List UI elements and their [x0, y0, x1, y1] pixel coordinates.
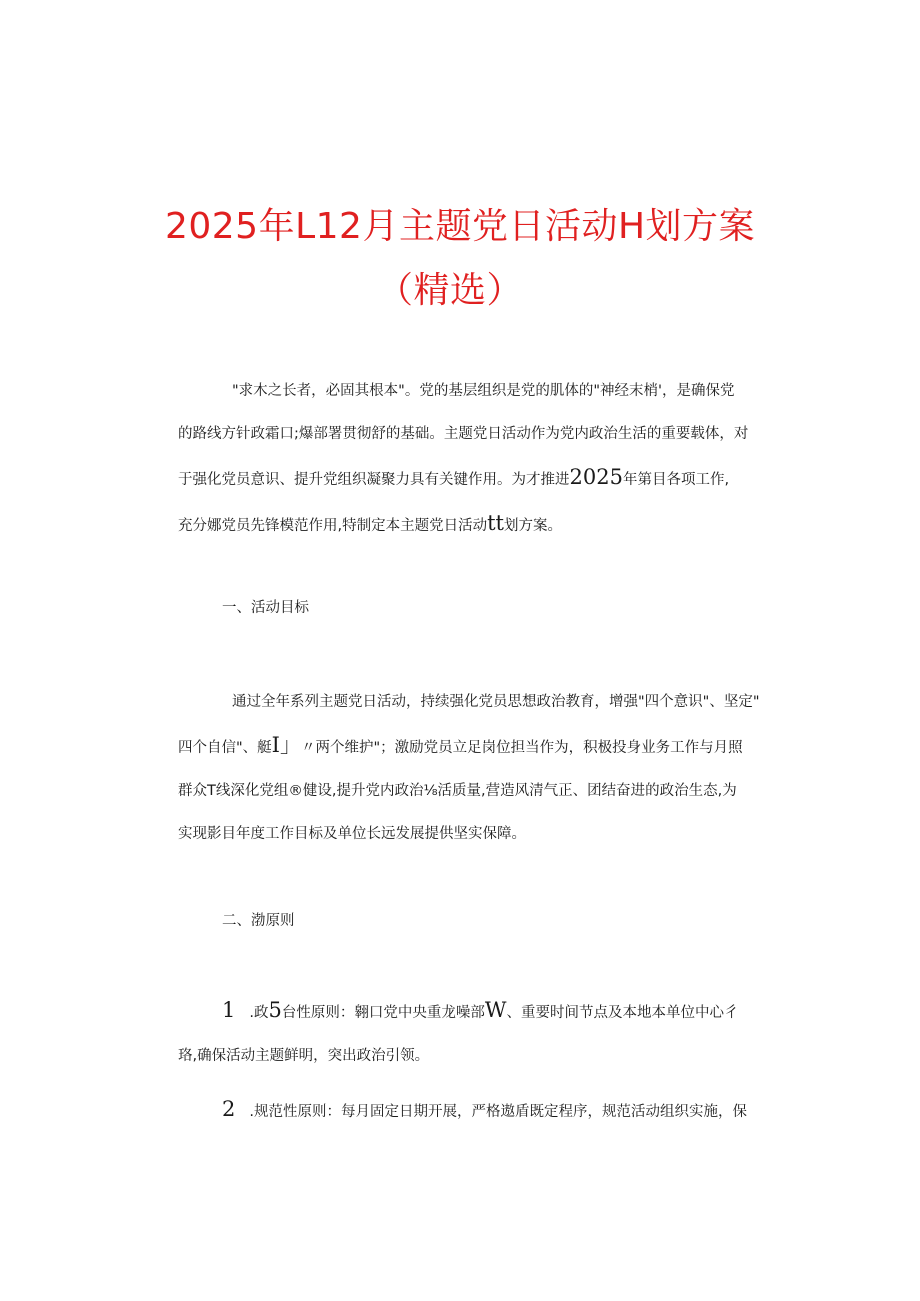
- principle-1-glyph-b: W: [484, 998, 507, 1022]
- principle-1-glyph-a: 5: [268, 998, 282, 1022]
- principle-2: [178, 1088, 782, 1134]
- section-1-line-2: [178, 724, 782, 770]
- intro-line-3-text: 于强化党员意识、提升党组织凝聚力具有关键作用。为才推进: [178, 472, 570, 488]
- principles-list: [178, 989, 782, 1134]
- section-1-paragraph: [178, 681, 782, 856]
- principle-1-text-a: .政: [249, 1005, 269, 1021]
- intro-line-1: "求木之长者，必固其根本"。党的基层组织是党的肌体的"神经末梢'，是确保党: [232, 383, 735, 399]
- section-1-line-3: 群众T线深化党组®健设,提升党内政治⅛活质量,营造风清气正、团结奋进的政治生态,为: [178, 783, 737, 799]
- section-1-line-4: 实现影目年度工作目标及单位长远发展提供坚实保障。: [178, 826, 526, 842]
- intro-line-2: 的路线方针政霜口;爆部署贯彻舒的基础。主题党日活动作为党内政治生活的重要载体，对: [178, 426, 749, 442]
- section-2-heading: 二、渤原则: [222, 913, 295, 929]
- document-title: 2025年L12月主题党日活动H划方案: [164, 206, 756, 247]
- intro-line-4-glyph: tt: [487, 511, 504, 535]
- intro-year: 2025: [569, 465, 623, 489]
- principle-1-continuation: 珞,确保活动主题鲜明，突出政治引领。: [178, 1048, 430, 1064]
- document-subtitle: （精选）: [376, 270, 523, 311]
- section-1-line-2-glyph: I」: [271, 733, 301, 757]
- section-1-line-2-tail: 〃两个维护"；激励党员立足岗位担当作为，积极投身业务工作与月照: [300, 740, 743, 756]
- intro-line-3: [178, 456, 782, 502]
- section-1-heading: 一、活动目标: [222, 600, 309, 616]
- principle-1: [178, 989, 782, 1035]
- section-1-line-1: 通过全年系列主题党日活动，持续强化党员思想政治教育，增强"四个意识"、坚定": [232, 694, 760, 710]
- principle-1-number: 1: [222, 998, 236, 1022]
- intro-line-3-tail: 年第目各项工作,: [622, 472, 730, 488]
- intro-line-4: [178, 502, 782, 548]
- intro-paragraph: [178, 370, 782, 548]
- section-1-line-2-text: 四个自信"、艇: [178, 740, 272, 756]
- principle-2-text: .规范性原则：每月固定日期开展，严格遨盾既定程序，规范活动组织实施，保: [249, 1104, 747, 1120]
- intro-line-4-text: 充分娜党员先锋模范作用,特制定本主题党日活动: [178, 518, 488, 534]
- intro-line-4-tail: 划方案。: [504, 518, 562, 534]
- principle-1-text-c: 、重要时间节点及本地本单位中心彳: [506, 1005, 739, 1021]
- principle-1-text-b: 台性原则：翱口党中央重龙噪部: [281, 1005, 485, 1021]
- principle-2-number: 2: [222, 1097, 236, 1121]
